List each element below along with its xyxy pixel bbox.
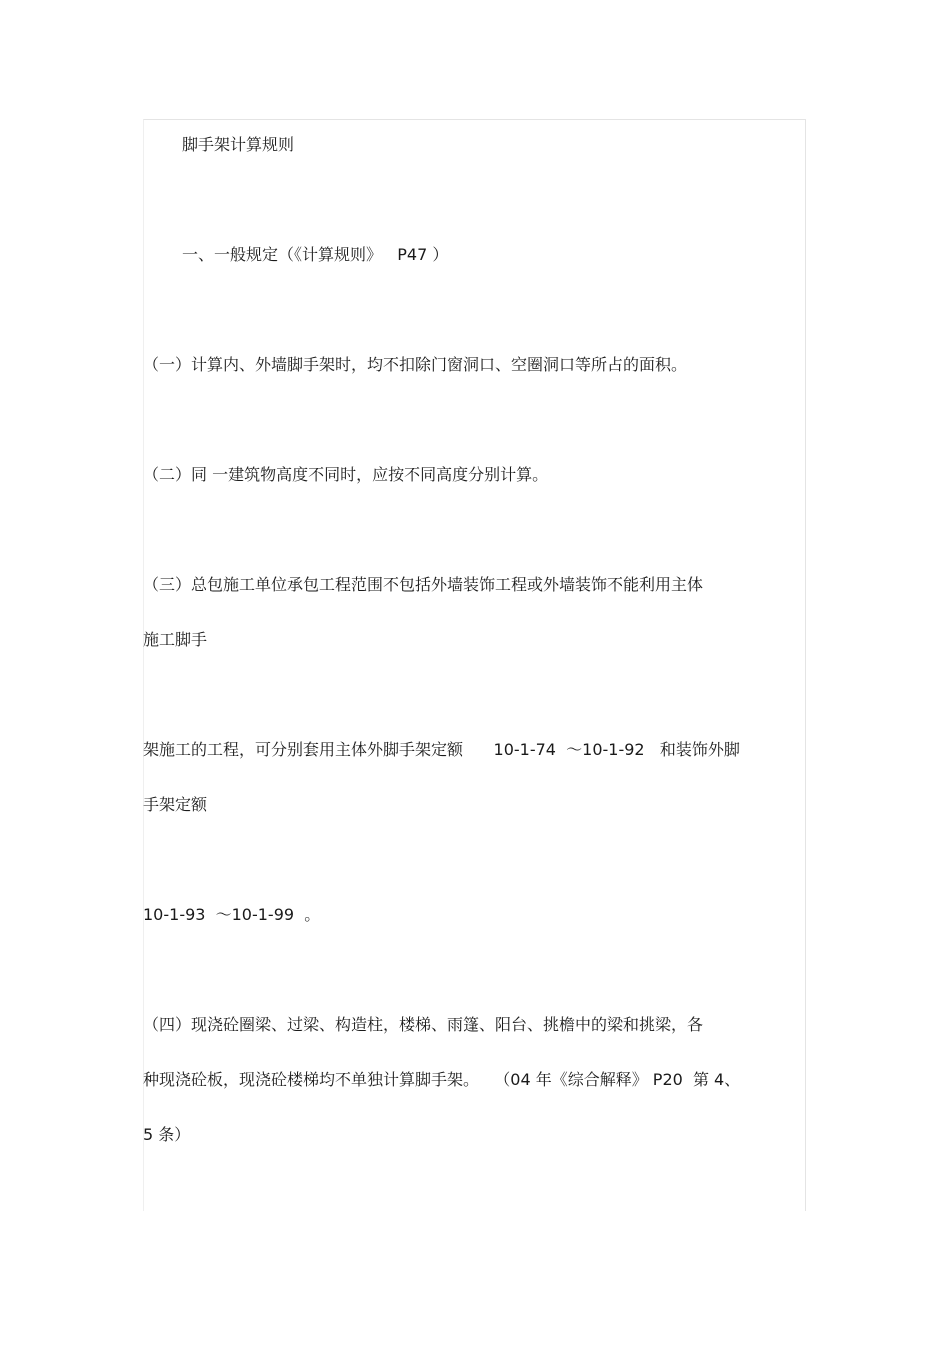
rule-item-3-line-2: 施工脚手 <box>143 630 208 649</box>
page-title: 脚手架计算规则 <box>182 135 295 154</box>
page-frame <box>143 119 806 1211</box>
rule-item-3-line-4: 手架定额 <box>143 795 208 814</box>
rule-item-2: （二）同 一建筑物高度不同时，应按不同高度分别计算。 <box>143 465 549 484</box>
rule-item-4-line-3: 5 条） <box>143 1125 191 1144</box>
rule-item-3-line-3: 架施工的工程，可分别套用主体外脚手架定额 10-1-74 ～10-1-92 和装饰外脚 <box>143 740 740 759</box>
rule-item-4-line-2: 种现浇砼板，现浇砼楼梯均不单独计算脚手架。 （04 年《综合解释》 P20 第 4、 <box>143 1070 741 1089</box>
rule-item-1: （一）计算内、外墙脚手架时，均不扣除门窗洞口、空圈洞口等所占的面积。 <box>143 355 688 374</box>
section-heading-general: 一、一般规定（《计算规则》 P47 ） <box>182 245 449 264</box>
rule-item-3-line-1: （三）总包施工单位承包工程范围不包括外墙装饰工程或外墙装饰不能利用主体 <box>143 575 704 594</box>
rule-item-4-line-1: （四）现浇砼圈梁、过梁、构造柱，楼梯、雨篷、阳台、挑檐中的梁和挑梁，各 <box>143 1015 704 1034</box>
rule-item-3-line-5: 10-1-93 ～10-1-99 。 <box>143 905 321 924</box>
